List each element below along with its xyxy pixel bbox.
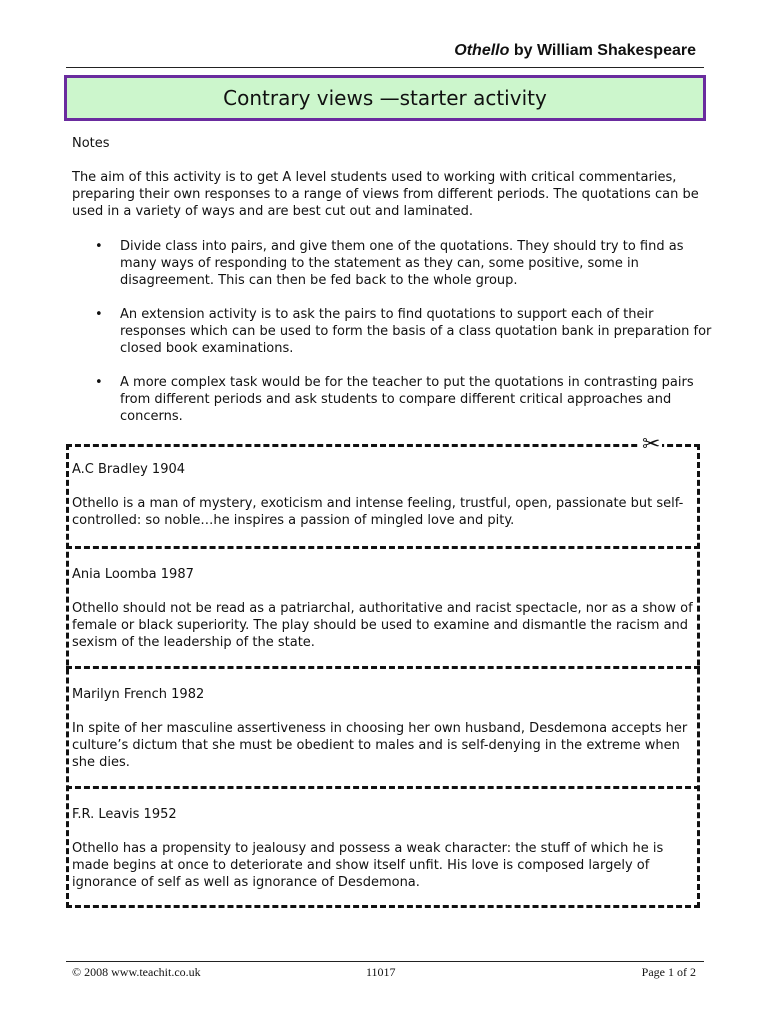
quote-author: A.C Bradley 1904 [72, 462, 186, 477]
quote-author: F.R. Leavis 1952 [72, 807, 177, 822]
quote-text: In spite of her masculine assertiveness in choosing her own husband, Desdemona accepts her culture’s dictum that she must be obedient to males and is self-denying in the extreme when she dies. [72, 721, 688, 770]
list-item [72, 238, 712, 289]
footer-copyright: © 2008 www.teachit.co.uk [72, 965, 201, 979]
play-title: Othello [454, 42, 510, 59]
quote-author: Marilyn French 1982 [72, 687, 205, 702]
title-banner [64, 75, 706, 121]
byline: by William Shakespeare [509, 42, 696, 59]
cut-line [66, 546, 700, 549]
notes-label: Notes [72, 136, 110, 151]
quote-card [72, 461, 702, 529]
list-item-text: A more complex task would be for the teacher to put the quotations in contrasting pairs from different periods and ask students to compare different critical approaches and concerns. [120, 375, 694, 424]
quote-card [72, 566, 702, 651]
footer-rule [66, 961, 704, 962]
intro-paragraph: The aim of this activity is to get A level students used to working with critical commentaries, preparing their own responses to a range of views from different periods. The quotations can be used in a variety of ways and are best cut out and laminated. [72, 170, 699, 219]
quote-author: Ania Loomba 1987 [72, 567, 194, 582]
bullet-icon: • [95, 307, 103, 322]
quote-text: Othello should not be read as a patriarchal, authoritative and racist spectacle, nor as a show of female or black superiority. The play should be used to examine and dismantle the racism and sexism of the leadership of the state. [72, 601, 693, 650]
bullet-icon: • [95, 239, 103, 254]
cut-line [66, 666, 700, 669]
cut-line [66, 786, 700, 789]
page-title: Contrary views —starter activity [223, 86, 547, 110]
list-item-text: Divide class into pairs, and give them one of the quotations. They should try to find as many ways of responding to the statement as they can, some positive, some in disagreement. This can then be fed back to the whole group. [120, 239, 684, 288]
list-item [72, 306, 712, 357]
quote-text: Othello is a man of mystery, exoticism and intense feeling, trustful, open, passionate but self-controlled: so noble…he inspires a passion of mingled love and pity. [72, 496, 684, 528]
instruction-list [72, 238, 712, 442]
document-header-title [454, 42, 696, 60]
footer-page-number: Page 1 of 2 [641, 965, 696, 979]
list-item [72, 374, 712, 425]
header-rule [66, 67, 704, 68]
list-item-text: An extension activity is to ask the pairs to find quotations to support each of their responses which can be used to form the basis of a class quotation bank in preparation for closed book examinations. [120, 307, 712, 356]
quote-card [72, 686, 702, 771]
scissors-icon: ✂ [642, 432, 661, 457]
bullet-icon: • [95, 375, 103, 390]
footer-document-code: 11017 [366, 965, 396, 979]
quote-text: Othello has a propensity to jealousy and possess a weak character: the stuff of which he is made begins at once to deteriorate and show itself unfit. His love is composed largely of ignorance of self as well as ignorance of Desdemona. [72, 841, 664, 890]
quote-card [72, 806, 702, 891]
